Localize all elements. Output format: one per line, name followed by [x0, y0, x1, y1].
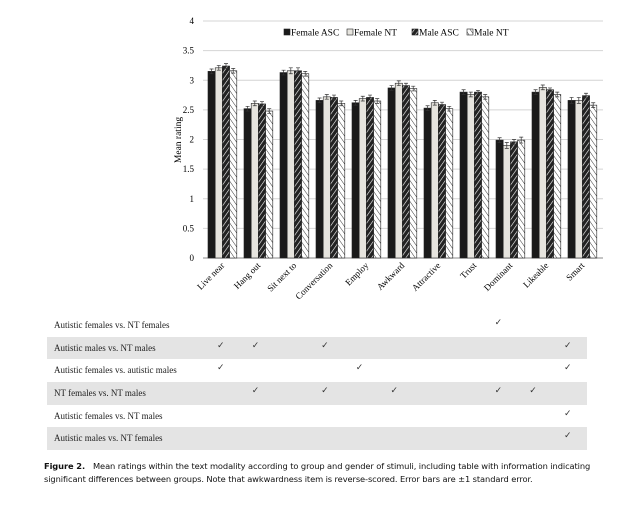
bar-male-asc — [294, 71, 301, 258]
y-tick-label: 0 — [189, 253, 194, 263]
bar-male-nt — [446, 109, 453, 258]
row-label: Autistic males vs. NT females — [54, 433, 163, 444]
row-label: Autistic females vs. NT males — [54, 410, 163, 421]
bar-female-nt — [251, 103, 258, 258]
bar-female-nt — [323, 97, 330, 258]
bar-female-nt — [395, 83, 402, 258]
x-tick-label: Likeable — [521, 260, 551, 290]
legend-label: Female NT — [354, 28, 398, 39]
bar-male-asc — [258, 104, 265, 258]
bar-female-asc — [280, 73, 287, 258]
y-tick-label: 4 — [189, 16, 194, 26]
y-tick-label: 1.5 — [182, 164, 194, 175]
x-tick-label: Attractive — [409, 260, 443, 293]
bar-male-asc — [546, 90, 553, 258]
checkmark-icon: ✓ — [217, 340, 225, 351]
bar-female-nt — [287, 71, 294, 258]
y-tick-label: 0.5 — [182, 223, 194, 234]
bar-male-asc — [402, 86, 409, 258]
y-tick-label: 3 — [189, 75, 194, 86]
table-row — [47, 337, 587, 360]
bar-male-nt — [590, 105, 597, 258]
x-tick-label: Sit next to — [265, 260, 299, 294]
legend-label: Female ASC — [291, 28, 340, 39]
checkmark-icon: ✓ — [355, 363, 364, 374]
bar-female-asc — [496, 140, 503, 258]
table-row — [47, 382, 587, 405]
row-label: NT females vs. NT males — [54, 388, 146, 399]
table-row — [47, 427, 587, 450]
bar-male-asc — [330, 97, 337, 258]
checkmark-icon: ✓ — [529, 386, 537, 397]
bar-male-nt — [338, 103, 345, 258]
bar-female-asc — [208, 71, 215, 258]
y-tick-label: 1 — [189, 193, 194, 204]
bar-female-asc — [352, 103, 359, 258]
checkmark-icon: ✓ — [321, 386, 329, 397]
bar-female-nt — [575, 100, 582, 258]
bar-female-nt — [503, 145, 510, 258]
checkmark-icon: ✓ — [217, 363, 225, 374]
checkmark-icon: ✓ — [564, 363, 572, 374]
row-label: Autistic females vs. NT females — [54, 320, 170, 330]
bar-female-asc — [244, 109, 251, 258]
bar-male-nt — [410, 89, 417, 258]
legend-swatch — [347, 29, 353, 35]
checkmark-icon: ✓ — [251, 386, 260, 397]
bar-male-asc — [366, 97, 373, 258]
bar-male-nt — [374, 101, 381, 258]
legend-swatch — [412, 29, 418, 35]
legend — [284, 29, 509, 39]
x-tick-label: Dominant — [481, 260, 515, 293]
bar-female-asc — [532, 92, 539, 258]
bar-female-nt — [539, 87, 546, 258]
checkmark-icon: ✓ — [251, 340, 260, 351]
legend-swatch — [284, 29, 290, 35]
bar-female-asc — [568, 100, 575, 258]
row-label: Autistic females vs. autistic males — [54, 365, 177, 376]
checkmark-icon: ✓ — [321, 340, 329, 351]
checkmark-icon: ✓ — [494, 318, 503, 328]
bar-female-nt — [467, 94, 474, 258]
figure-caption — [44, 460, 624, 486]
x-tick-label: Hang out — [231, 260, 263, 291]
bar-female-asc — [316, 100, 323, 258]
legend-swatch — [467, 29, 473, 35]
bar-male-nt — [518, 140, 525, 258]
bar-female-asc — [424, 108, 431, 258]
bar-male-nt — [554, 94, 561, 258]
x-tick-label: Conversation — [293, 260, 335, 302]
legend-label: Male NT — [474, 28, 509, 39]
x-tick-label: Employ — [343, 260, 371, 288]
bar-female-asc — [460, 92, 467, 258]
checkmark-icon: ✓ — [494, 386, 503, 397]
checkmark-icon: ✓ — [390, 386, 399, 397]
table-row — [47, 314, 587, 337]
bar-male-asc — [438, 105, 445, 258]
table-row — [47, 405, 587, 428]
legend-label: Male ASC — [419, 28, 459, 39]
y-tick-label: 3.5 — [182, 45, 194, 56]
y-axis-label: Mean rating — [174, 116, 184, 164]
bar-male-asc — [510, 142, 517, 258]
bar-female-nt — [215, 68, 222, 258]
checkmark-icon: ✓ — [564, 431, 572, 442]
x-tick-label: Live near — [195, 260, 227, 292]
caption-label: Figure 2. — [44, 461, 85, 471]
bar-male-nt — [482, 97, 489, 258]
bar-male-asc — [582, 96, 589, 258]
y-tick-label: 2.5 — [182, 104, 194, 115]
significance-table — [47, 314, 587, 450]
x-tick-label: Trust — [458, 260, 479, 281]
table-row — [47, 359, 587, 382]
bar-male-asc — [474, 92, 481, 258]
bar-male-nt — [302, 74, 309, 258]
caption-text: Mean ratings within the text modality according to group and gender of stimuli, including table with information indicating significant differences between groups. Note that awkwardness item is reverse-scored. Error bars are ±1 standard error. — [44, 461, 591, 484]
bar-male-asc — [222, 66, 229, 258]
x-tick-label: Smart — [564, 260, 587, 283]
y-tick-label: 2 — [189, 134, 194, 145]
bar-female-nt — [359, 99, 366, 258]
checkmark-icon: ✓ — [564, 408, 572, 419]
bar-female-nt — [431, 103, 438, 258]
checkmark-icon: ✓ — [564, 340, 572, 351]
row-label: Autistic males vs. NT males — [54, 342, 156, 353]
x-tick-label: Awkward — [374, 260, 407, 292]
bar-male-nt — [230, 71, 237, 258]
bar-female-asc — [388, 88, 395, 258]
bar-male-nt — [266, 111, 273, 258]
